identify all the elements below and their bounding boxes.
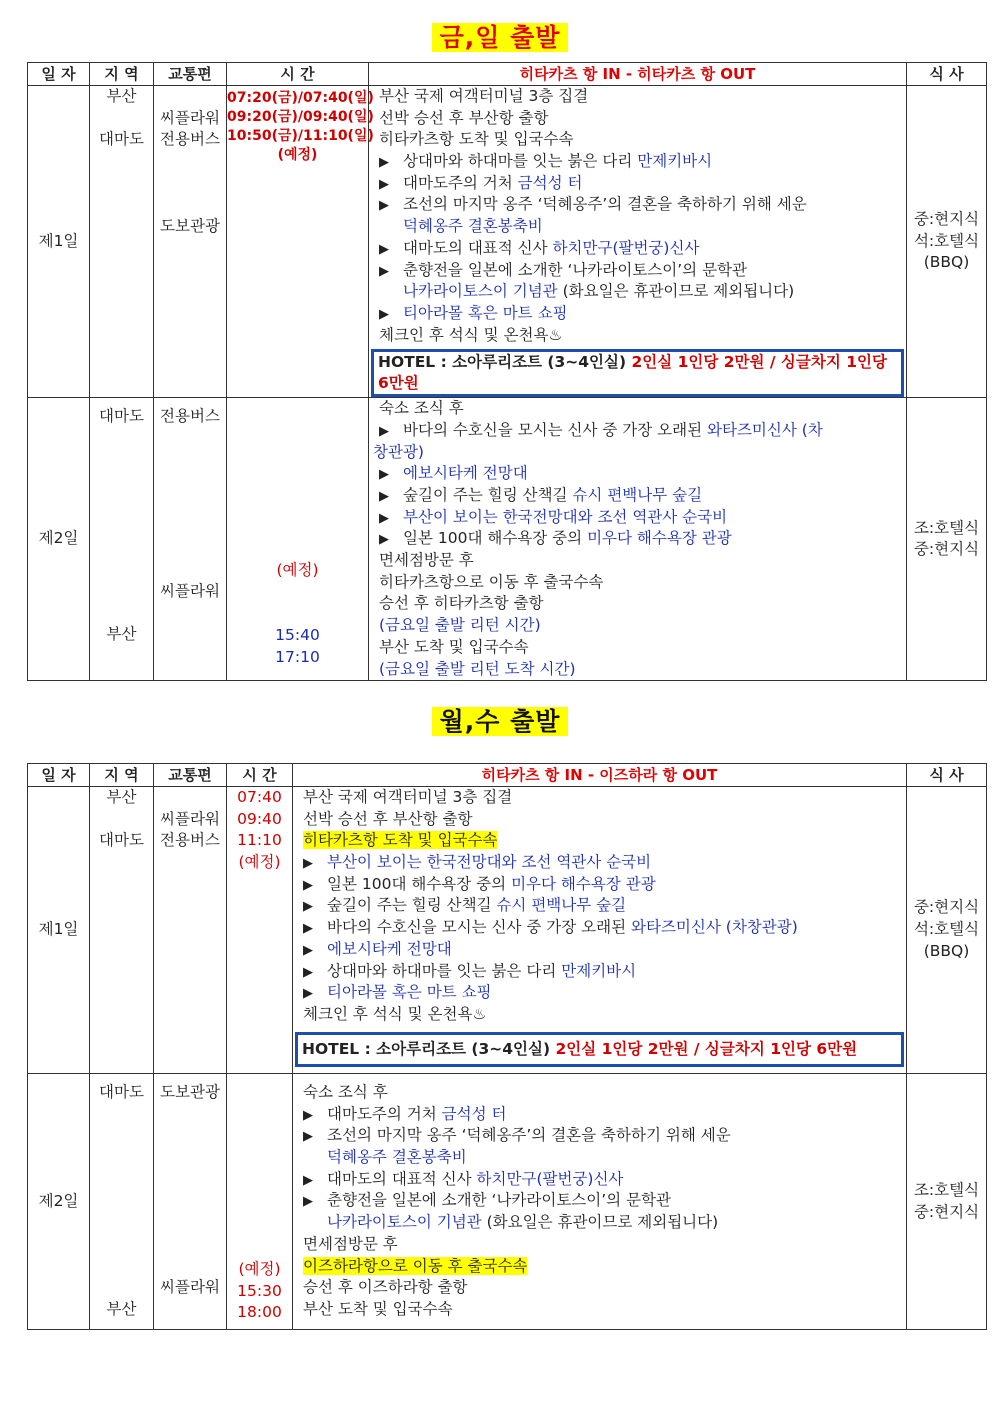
schedule-line [303, 1256, 902, 1278]
transport-text [154, 151, 226, 173]
line-text: 조선의 마지막 옹주 ‘덕혜옹주’의 결혼을 축하하기 위해 세운 [327, 1126, 731, 1145]
bullet-icon: ▶ [303, 1172, 313, 1188]
region-text [90, 809, 153, 831]
meal-cell [907, 86, 987, 398]
meal-text: 조:호텔식 [913, 518, 980, 537]
meal-cell [907, 398, 987, 681]
schedule-line [303, 852, 902, 874]
schedule-line: 부산 도착 및 입국수속 [303, 1299, 453, 1318]
place-text: 에보시타케 전망대 [327, 939, 452, 958]
place-text: 슈시 편백나무 숲길 [572, 486, 703, 504]
meal-text: 조:호텔식 [913, 1180, 980, 1199]
schedule-line [373, 528, 902, 550]
line-text: 숲길이 주는 힐링 산책길 [403, 486, 573, 504]
line-text: 일본 100대 해수욕장 중의 [403, 529, 588, 548]
section1-title [0, 18, 1000, 54]
itinerary-table-1 [27, 62, 987, 681]
meal-text: 중:현지식 [913, 898, 980, 917]
transport-cell [154, 398, 227, 681]
place-text: 와타즈미신사 (차창관광) [631, 918, 798, 937]
schedule-line [303, 1125, 902, 1147]
transport-text [154, 86, 226, 108]
meal-text: 중:현지식 [913, 210, 980, 229]
line-text: 대마도주의 거처 [327, 1104, 442, 1123]
place-text: 금석성 터 [517, 173, 583, 192]
schedule-line: 숙소 조식 후 [379, 399, 464, 418]
transport-cell [154, 787, 227, 1074]
place-text: 티아라몰 혹은 마트 쇼핑 [327, 983, 492, 1002]
place-text: 덕혜옹주 결혼봉축비 [327, 1148, 467, 1167]
place-text: 만제키바시 [637, 152, 713, 171]
meal-text: (BBQ) [923, 941, 970, 960]
section2-title-text: 월,수 출발 [436, 707, 565, 736]
schedule-line: 부산 국제 여객터미널 3층 집결 [379, 87, 589, 105]
schedule-line [373, 442, 902, 464]
transport-text [154, 173, 226, 195]
place-text: 부산이 보이는 한국전망대와 조선 역관사 순국비 [403, 507, 728, 526]
meal-text: (BBQ) [923, 253, 970, 272]
meal-text: 중:현지식 [913, 540, 980, 559]
bullet-icon: ▶ [379, 467, 389, 483]
line-text: 상대마와 하대마를 잇는 붉은 다리 [403, 152, 638, 171]
time-text: (예정) [277, 147, 318, 163]
region-text: 대마도 [99, 130, 144, 149]
day-label: 제2일 [28, 398, 90, 681]
bullet-icon: ▶ [303, 856, 313, 872]
table-row-day1 [28, 787, 987, 1074]
bullet-icon: ▶ [303, 942, 313, 958]
line-text: 조선의 마지막 옹주 ‘덕혜옹주’의 결혼을 축하하기 위해 세운 [403, 195, 807, 214]
time-text: 15:40 [275, 625, 320, 644]
schedule-line [303, 939, 902, 961]
place-text: 덕혜옹주 결혼봉축비 [403, 217, 543, 236]
bullet-icon: ▶ [303, 964, 313, 980]
place-text: 창관광) [373, 442, 424, 461]
schedule-line [379, 194, 902, 216]
day-label: 제1일 [28, 787, 90, 1074]
region-text: 대마도 [99, 407, 144, 426]
time-text: 17:10 [275, 647, 320, 666]
schedule-line [379, 216, 902, 238]
region-text: 부산 [106, 624, 137, 643]
meal-text: 석:호텔식 [913, 231, 980, 250]
schedule-line: 히타카츠항으로 이동 후 출국수속 [379, 572, 604, 591]
line-text: 상대마와 하대마를 잇는 붉은 다리 [327, 961, 562, 980]
region-text: 부산 [106, 1299, 137, 1318]
region-cell [90, 787, 154, 1074]
bullet-icon: ▶ [303, 1194, 313, 1210]
time-cell [227, 398, 369, 681]
schedule-cell [293, 787, 907, 1074]
header-time: 시 간 [227, 764, 293, 787]
table-row-day2 [28, 1074, 987, 1330]
place-text: 부산이 보이는 한국전망대와 조선 역관사 순국비 [327, 853, 652, 872]
highlighted-text: 이즈하라항으로 이동 후 출국수속 [303, 1256, 528, 1275]
schedule-line [303, 874, 902, 896]
schedule-line: 숙소 조식 후 [303, 1083, 388, 1101]
schedule-line [303, 982, 902, 1004]
header-time: 시 간 [227, 63, 369, 86]
transport-text [154, 787, 226, 809]
itinerary-table-2 [27, 763, 987, 1330]
transport-text: 씨플라워 [160, 1277, 220, 1296]
bullet-icon: ▶ [303, 899, 313, 915]
table-header-row [28, 764, 987, 787]
schedule-line [303, 1212, 902, 1234]
place-text: 하치만구(팔번궁)신사 [552, 238, 700, 257]
transport-text: 도보관광 [160, 217, 220, 236]
hotel-box [295, 1032, 904, 1067]
time-cell [227, 86, 374, 398]
schedule-line [303, 1147, 902, 1169]
line-text: 대마도의 대표적 신사 [327, 1169, 477, 1188]
schedule-line [303, 917, 902, 939]
bullet-icon: ▶ [379, 532, 389, 548]
transport-text [154, 194, 226, 216]
header-transport: 교통편 [154, 764, 227, 787]
region-text: 부산 [106, 87, 137, 105]
place-text: 만제키바시 [561, 961, 637, 980]
header-region: 지 역 [90, 764, 154, 787]
highlighted-text: 히타카츠항 도착 및 입국수속 [303, 831, 498, 850]
bullet-icon: ▶ [379, 423, 389, 439]
region-text: 대마도 [99, 1083, 144, 1101]
bullet-icon: ▶ [303, 986, 313, 1002]
line-text: 대마도주의 거처 [403, 173, 518, 192]
schedule-line: 선박 승선 후 부산항 출항 [303, 809, 473, 828]
region-text: 대마도 [99, 831, 144, 850]
header-region: 지 역 [90, 63, 154, 86]
schedule-line: 면세점방문 후 [379, 551, 474, 570]
region-cell [90, 398, 154, 681]
section2-title [0, 702, 1000, 738]
bullet-icon: ▶ [379, 306, 389, 322]
table-row-day1 [28, 86, 987, 398]
schedule-line [373, 507, 902, 529]
transport-text: 전용버스 [160, 130, 220, 149]
hotel-price: 2인실 1인당 2만원 / 싱글차지 1인당 6만원 [555, 1039, 858, 1058]
time-text: 07:20(금)/07:40(일) [227, 90, 374, 106]
transport-text: 전용버스 [160, 407, 220, 426]
bullet-icon: ▶ [379, 489, 389, 504]
bullet-icon: ▶ [379, 155, 389, 171]
schedule-line [379, 173, 902, 195]
transport-text: 씨플라워 [160, 108, 220, 127]
place-text: 하치만구(팔번궁)신사 [476, 1169, 624, 1188]
header-transport: 교통편 [154, 63, 227, 86]
day-label: 제2일 [28, 1074, 90, 1330]
line-text: 바다의 수호신을 모시는 신사 중 가장 오래된 [403, 420, 708, 439]
meal-text: 석:호텔식 [913, 920, 980, 939]
line-text: 춘향전을 일본에 소개한 ‘나카라이토스이’의 문학관 [327, 1191, 671, 1210]
hotel-label: HOTEL : 소아루리조트 (3~4인실) [302, 1039, 556, 1058]
line-text: (화요일은 휴관이므로 제외됩니다) [557, 282, 795, 301]
hotel-price: 2인실 1인당 2만원 / 싱글차지 1인당 6만원 [378, 353, 887, 393]
line-text: 일본 100대 해수욕장 중의 [327, 874, 512, 893]
region-text [90, 108, 153, 130]
schedule-line [379, 303, 902, 325]
hotel-label: HOTEL : 소아루리조트 (3~4인실) [378, 353, 632, 372]
schedule-line [373, 485, 902, 507]
bullet-icon: ▶ [379, 176, 389, 192]
time-text: 15:30 [237, 1281, 282, 1300]
transport-text: 씨플라워 [160, 581, 220, 600]
place-text: 슈시 편백나무 숲길 [496, 896, 627, 915]
bullet-icon: ▶ [379, 263, 389, 279]
header-day: 일 자 [28, 63, 90, 86]
transport-cell [154, 1074, 227, 1330]
time-text: 11:10 [237, 831, 282, 850]
schedule-line [303, 830, 902, 852]
table-row-day2 [28, 398, 987, 681]
place-text: 나카라이토스이 기념관 [327, 1213, 482, 1232]
region-cell [90, 1074, 154, 1330]
place-text: 나카라이토스이 기념관 [403, 282, 558, 301]
header-meal: 식 사 [907, 764, 987, 787]
schedule-line: 체크인 후 석식 및 온천욕♨ [379, 325, 563, 344]
time-text: (예정) [276, 561, 319, 580]
day-label: 제1일 [28, 86, 90, 398]
time-cell [227, 787, 293, 1074]
region-cell [90, 86, 154, 398]
table-header-row [28, 63, 987, 86]
schedule-line: 부산 도착 및 입국수속 [379, 637, 529, 656]
bullet-icon: ▶ [379, 241, 389, 257]
header-route: 히타카츠 항 IN - 히타카츠 항 OUT [369, 63, 907, 86]
header-day: 일 자 [28, 764, 90, 787]
schedule-line [379, 281, 902, 303]
time-text: 18:00 [237, 1303, 282, 1322]
transport-text: 전용버스 [160, 831, 220, 850]
schedule-line: 히타카츠항 도착 및 입국수속 [379, 130, 574, 149]
meal-cell [907, 1074, 987, 1330]
bullet-icon: ▶ [379, 198, 389, 214]
region-text: 부산 [106, 788, 137, 806]
schedule-line [379, 238, 902, 260]
schedule-line [373, 420, 902, 442]
transport-cell [154, 86, 227, 398]
meal-text: 중:현지식 [913, 1202, 980, 1221]
place-text: 미우다 해수욕장 관광 [511, 874, 656, 893]
line-text: 바다의 수호신을 모시는 신사 중 가장 오래된 [327, 918, 632, 937]
time-cell [227, 1074, 293, 1330]
schedule-cell [293, 1074, 907, 1330]
time-text: 10:50(금)/11:10(일) [227, 128, 374, 144]
schedule-line [379, 260, 902, 282]
meal-cell [907, 787, 987, 1074]
section1-title-text: 금,일 출발 [436, 23, 565, 52]
time-text: 07:40 [237, 788, 282, 806]
schedule-line [303, 1169, 902, 1191]
bullet-icon: ▶ [303, 921, 313, 937]
time-text: (예정) [238, 1260, 281, 1278]
schedule-line [379, 151, 902, 173]
time-text: 09:40 [237, 809, 282, 828]
schedule-line: 체크인 후 석식 및 온천욕♨ [303, 1004, 487, 1023]
schedule-line: 선박 승선 후 부산항 출항 [379, 108, 549, 127]
schedule-line [303, 961, 902, 983]
schedule-line: 면세점방문 후 [303, 1234, 398, 1253]
schedule-line: 승선 후 이즈하라항 출항 [303, 1278, 468, 1297]
place-text: 금석성 터 [441, 1104, 507, 1123]
bullet-icon: ▶ [303, 1107, 313, 1123]
place-text: 와타즈미신사 (차 [707, 420, 823, 439]
line-text: 숲길이 주는 힐링 산책길 [327, 896, 497, 915]
bullet-icon: ▶ [303, 1129, 313, 1145]
time-text: (예정) [238, 853, 281, 872]
schedule-line [303, 1104, 902, 1126]
schedule-line: (금요일 출발 리턴 도착 시간) [379, 659, 576, 678]
place-text: 티아라몰 혹은 마트 쇼핑 [403, 303, 568, 322]
header-meal: 식 사 [907, 63, 987, 86]
schedule-line [303, 1190, 902, 1212]
transport-text: 도보관광 [160, 1083, 220, 1101]
header-route: 히타카츠 항 IN - 이즈하라 항 OUT [293, 764, 907, 787]
transport-text: 씨플라워 [160, 809, 220, 828]
schedule-line: (금요일 출발 리턴 시간) [379, 616, 541, 635]
line-text: 대마도의 대표적 신사 [403, 238, 553, 257]
time-text: 09:20(금)/09:40(일) [227, 109, 374, 125]
schedule-line: 부산 국제 여객터미널 3층 집결 [303, 788, 513, 806]
line-text: (화요일은 휴관이므로 제외됩니다) [481, 1213, 719, 1232]
schedule-line [303, 895, 902, 917]
schedule-cell [369, 86, 907, 398]
place-text: 미우다 해수욕장 관광 [587, 529, 732, 548]
schedule-cell [369, 398, 907, 681]
bullet-icon: ▶ [379, 510, 389, 526]
hotel-box [371, 349, 904, 397]
line-text: 춘향전을 일본에 소개한 ‘나카라이토스이’의 문학관 [403, 260, 747, 279]
schedule-line: 승선 후 히타카츠항 출항 [379, 594, 544, 613]
place-text: 에보시타케 전망대 [403, 464, 528, 483]
bullet-icon: ▶ [303, 877, 313, 893]
schedule-line [373, 463, 902, 485]
